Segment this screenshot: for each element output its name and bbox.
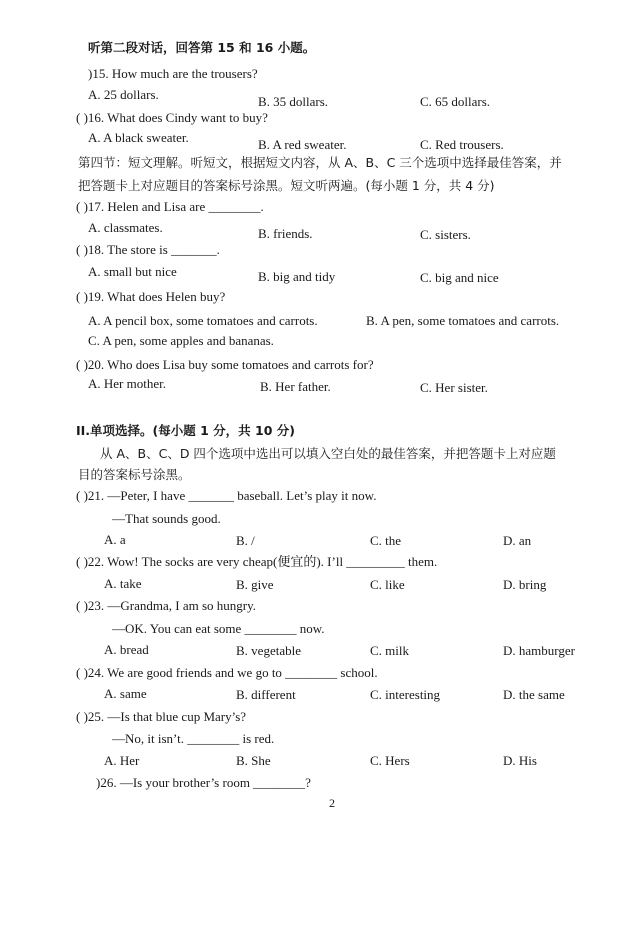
option-c: C. like: [370, 577, 405, 592]
option-c: C. A pen, some apples and bananas.: [88, 333, 274, 348]
question-24: ( )24. We are good friends and we go to ________ school.: [76, 665, 378, 680]
option-a: A. A pencil box, some tomatoes and carrots.: [88, 313, 318, 328]
option-d: D. His: [503, 753, 537, 768]
page-number: 2: [329, 796, 335, 810]
question-dialogue-line: —That sounds good.: [112, 511, 221, 526]
option-b: B. give: [236, 577, 274, 592]
option-c: C. Her sister.: [420, 380, 488, 395]
question-25: ( )25. —Is that blue cup Mary’s?: [76, 709, 247, 724]
option-c: C. sisters.: [420, 227, 471, 242]
option-b: B. Her father.: [260, 379, 331, 394]
option-b: B. /: [236, 533, 255, 548]
option-c: C. Hers: [370, 753, 410, 768]
option-a: A. take: [104, 576, 142, 591]
option-a: A. a: [104, 532, 126, 547]
option-b: B. She: [236, 753, 271, 768]
option-a: A. classmates.: [88, 220, 163, 235]
option-d: D. bring: [503, 577, 547, 592]
option-b: B. different: [236, 687, 296, 702]
question-15: )15. How much are the trousers?: [88, 66, 258, 81]
option-a: A. same: [104, 686, 147, 701]
option-c: C. Red trousers.: [420, 137, 504, 152]
question-dialogue-line: —No, it isn’t. ________ is red.: [112, 731, 275, 746]
option-a: A. bread: [104, 642, 149, 657]
option-a: A. A black sweater.: [88, 130, 189, 145]
option-d: D. hamburger: [503, 643, 575, 658]
question-dialogue-line: —OK. You can eat some ________ now.: [112, 621, 325, 636]
option-c: C. interesting: [370, 687, 441, 702]
part-instruction: 从 A、B、C、D 四个选项中选出可以填入空白处的最佳答案，并把答题卡上对应题: [100, 446, 556, 461]
option-b: B. big and tidy: [258, 269, 336, 284]
part-heading: II.单项选择。(每小题 1 分，共 10 分): [76, 423, 295, 438]
question-23: ( )23. —Grandma, I am so hungry.: [76, 598, 257, 613]
option-d: D. an: [503, 533, 532, 548]
option-b: B. vegetable: [236, 643, 301, 658]
option-c: C. the: [370, 533, 402, 548]
option-c: C. milk: [370, 643, 410, 658]
question-17: ( )17. Helen and Lisa are ________.: [76, 199, 264, 214]
option-b: B. A red sweater.: [258, 137, 347, 152]
option-a: A. Her mother.: [88, 376, 166, 391]
option-a: A. small but nice: [88, 264, 177, 279]
section-instruction: 把答题卡上对应题目的答案标号涂黑。短文听两遍。(每小题 1 分，共 4 分): [78, 178, 495, 193]
section-instruction: 第四节：短文理解。听短文，根据短文内容，从 A、B、C 三个选项中选择最佳答案，并: [78, 155, 562, 170]
option-b: B. A pen, some tomatoes and carrots.: [366, 313, 560, 328]
option-d: D. the same: [503, 687, 565, 702]
option-c: C. big and nice: [420, 270, 499, 285]
option-a: A. Her: [104, 753, 140, 768]
question-18: ( )18. The store is _______.: [76, 242, 220, 257]
option-a: A. 25 dollars.: [88, 87, 159, 102]
question-20: ( )20. Who does Lisa buy some tomatoes and carrots for?: [76, 357, 374, 372]
section-instruction: 听第二段对话，回答第 15 和 16 小题。: [88, 40, 316, 55]
option-b: B. friends.: [258, 226, 313, 241]
question-22: ( )22. Wow! The socks are very cheap(便宜的). I’ll _________ them.: [76, 554, 438, 569]
option-c: C. 65 dollars.: [420, 94, 491, 109]
option-b: B. 35 dollars.: [258, 94, 329, 109]
question-16: ( )16. What does Cindy want to buy?: [76, 110, 268, 125]
question-21: ( )21. —Peter, I have _______ baseball. Let’s play it now.: [76, 488, 377, 503]
part-instruction: 目的答案标号涂黑。: [78, 467, 191, 482]
question-26: )26. —Is your brother’s room ________?: [96, 775, 311, 790]
question-19: ( )19. What does Helen buy?: [76, 289, 226, 304]
